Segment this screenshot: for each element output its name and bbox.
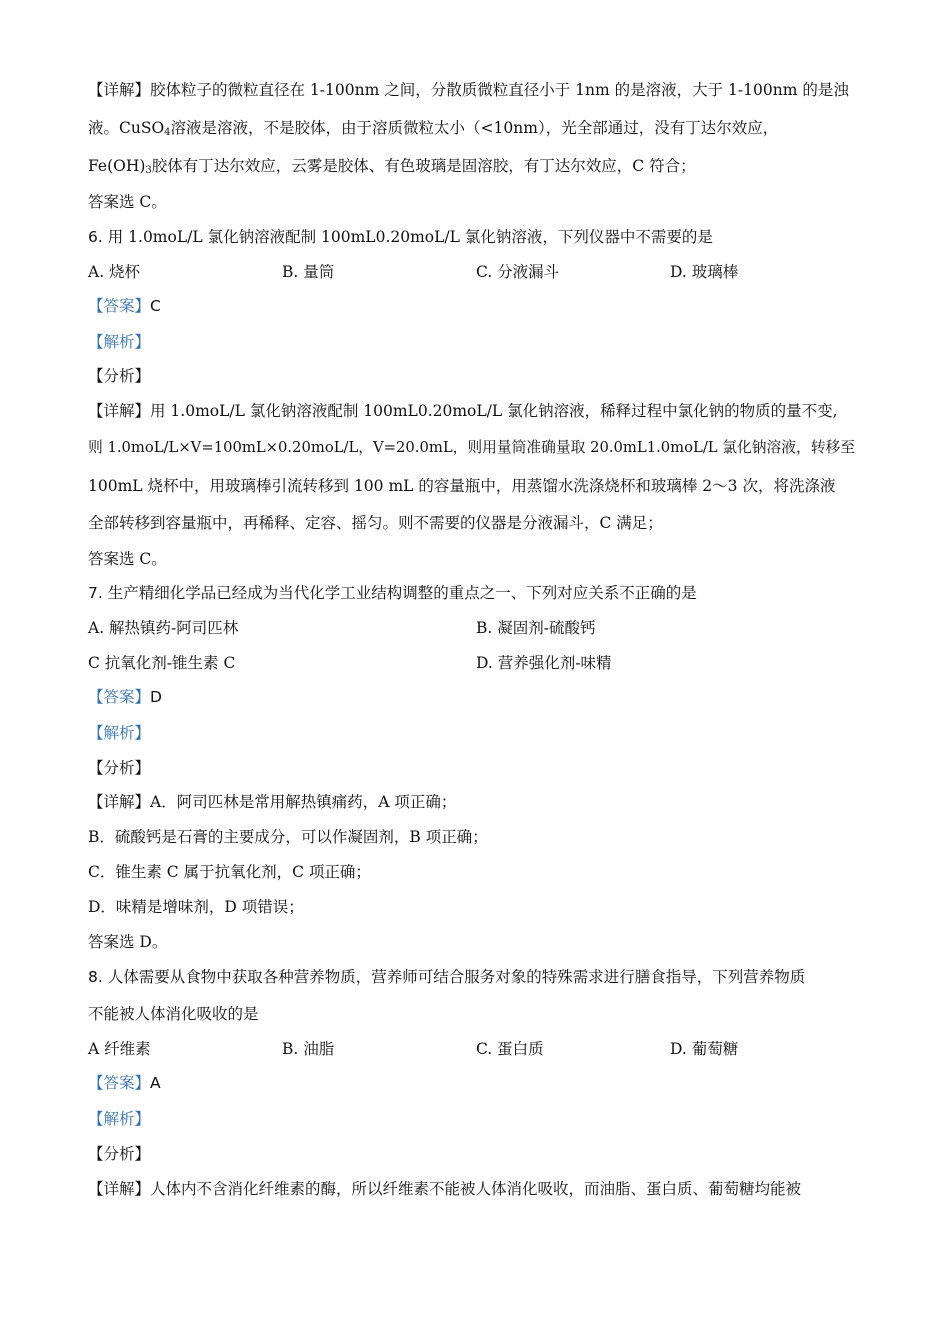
answer-value: D	[150, 688, 162, 706]
answer-conclusion: 答案选 C。	[88, 550, 167, 568]
answer-conclusion: 答案选 D。	[88, 933, 168, 951]
option-b: B. 量筒	[282, 263, 335, 281]
question-7-options-row2	[88, 651, 863, 675]
answer-value: A	[150, 1074, 161, 1092]
fenxi-label: 【分析】	[88, 367, 151, 385]
option-d: D. 玻璃棒	[670, 263, 739, 281]
detail-paragraph-line: C．锥生素 C 属于抗氧化剂，C 项正确；	[88, 863, 371, 881]
answer-value: C	[150, 297, 161, 315]
option-c: C. 蛋白质	[476, 1040, 544, 1058]
detail-paragraph-line: $Fe(OH)_3$胶体有丁达尔效应，云雾是胶体、有色玻璃是固溶胶，有丁达尔效应，C 符合；	[88, 157, 696, 176]
detail-paragraph-line: 【详解】用 1.0moL/L 氯化钠溶液配制 100mL0.20moL/L 氯化钠溶液，稀释过程中氯化钠的物质的量不变,	[88, 402, 838, 420]
option-d: D. 葡萄糖	[670, 1040, 739, 1058]
option-b: B. 凝固剂-硫酸钙	[476, 619, 596, 637]
detail-paragraph-line: 【详解】胶体粒子的微粒直径在 1-100nm 之间，分散质微粒直径小于 1nm 的是溶液，大于 1-100nm 的是浊	[88, 81, 849, 99]
detail-paragraph-line: 【详解】A．阿司匹林是常用解热镇痛药，A 项正确；	[88, 793, 457, 811]
fenxi-label: 【分析】	[88, 1145, 151, 1163]
option-c: C 抗氧化剂-锥生素 C	[88, 654, 236, 672]
analysis-label: 【解析】	[88, 1110, 151, 1128]
option-a: A. 解热镇药-阿司匹林	[88, 619, 239, 637]
detail-paragraph-line: 液。CuSO$_4$溶液是溶液，不是胶体，由于溶质微粒太小（<10nm），光全部通过，没有丁达尔效应，	[88, 119, 779, 138]
detail-paragraph-line: 【详解】人体内不含消化纤维素的酶，所以纤维素不能被人体消化吸收，而油脂、蛋白质、葡萄糖均能被	[88, 1180, 802, 1198]
answer-line: 【答案】C	[88, 297, 161, 315]
option-b: B. 油脂	[282, 1040, 335, 1058]
question-6-stem: 6. 用 1.0moL/L 氯化钠溶液配制 100mL0.20moL/L 氯化钠溶液，下列仪器中不需要的是	[88, 228, 713, 246]
answer-line: 【答案】A	[88, 1074, 161, 1092]
question-8-options	[88, 1037, 863, 1061]
detail-paragraph-line: 则 1.0moL/L×V=100mL×0.20moL/L，V=20.0mL，则用量筒准确量取 20.0mL1.0moL/L 氯化钠溶液，转移至	[88, 439, 856, 456]
detail-paragraph-line: B．硫酸钙是石膏的主要成分，可以作凝固剂，B 项正确；	[88, 828, 488, 846]
question-8-stem: 8. 人体需要从食物中获取各种营养物质，营养师可结合服务对象的特殊需求进行膳食指导，下列营养物质	[88, 968, 806, 986]
option-a: A. 烧杯	[88, 263, 141, 281]
fenxi-label: 【分析】	[88, 759, 151, 777]
option-d: D. 营养强化剂-味精	[476, 654, 612, 672]
question-8-stem-cont: 不能被人体消化吸收的是	[88, 1005, 259, 1023]
option-a: A 纤维素	[88, 1040, 151, 1058]
detail-paragraph-line: 全部转移到容量瓶中，再稀释、定容、摇匀。则不需要的仪器是分液漏斗，C 满足；	[88, 514, 663, 532]
analysis-label: 【解析】	[88, 333, 151, 351]
option-c: C. 分液漏斗	[476, 263, 560, 281]
question-6-options	[88, 260, 863, 284]
answer-line: 【答案】D	[88, 688, 162, 706]
question-7-options-row1	[88, 616, 863, 640]
question-7-stem: 7. 生产精细化学品已经成为当代化学工业结构调整的重点之一、下列对应关系不正确的是	[88, 584, 697, 602]
detail-paragraph-line: D．味精是增味剂，D 项错误；	[88, 898, 304, 916]
detail-paragraph-line: 100mL 烧杯中，用玻璃棒引流转移到 100 mL 的容量瓶中，用蒸馏水洗涤烧杯和玻璃棒 2～3 次，将洗涤液	[88, 477, 836, 495]
analysis-label: 【解析】	[88, 724, 151, 742]
answer-conclusion: 答案选 C。	[88, 193, 167, 211]
